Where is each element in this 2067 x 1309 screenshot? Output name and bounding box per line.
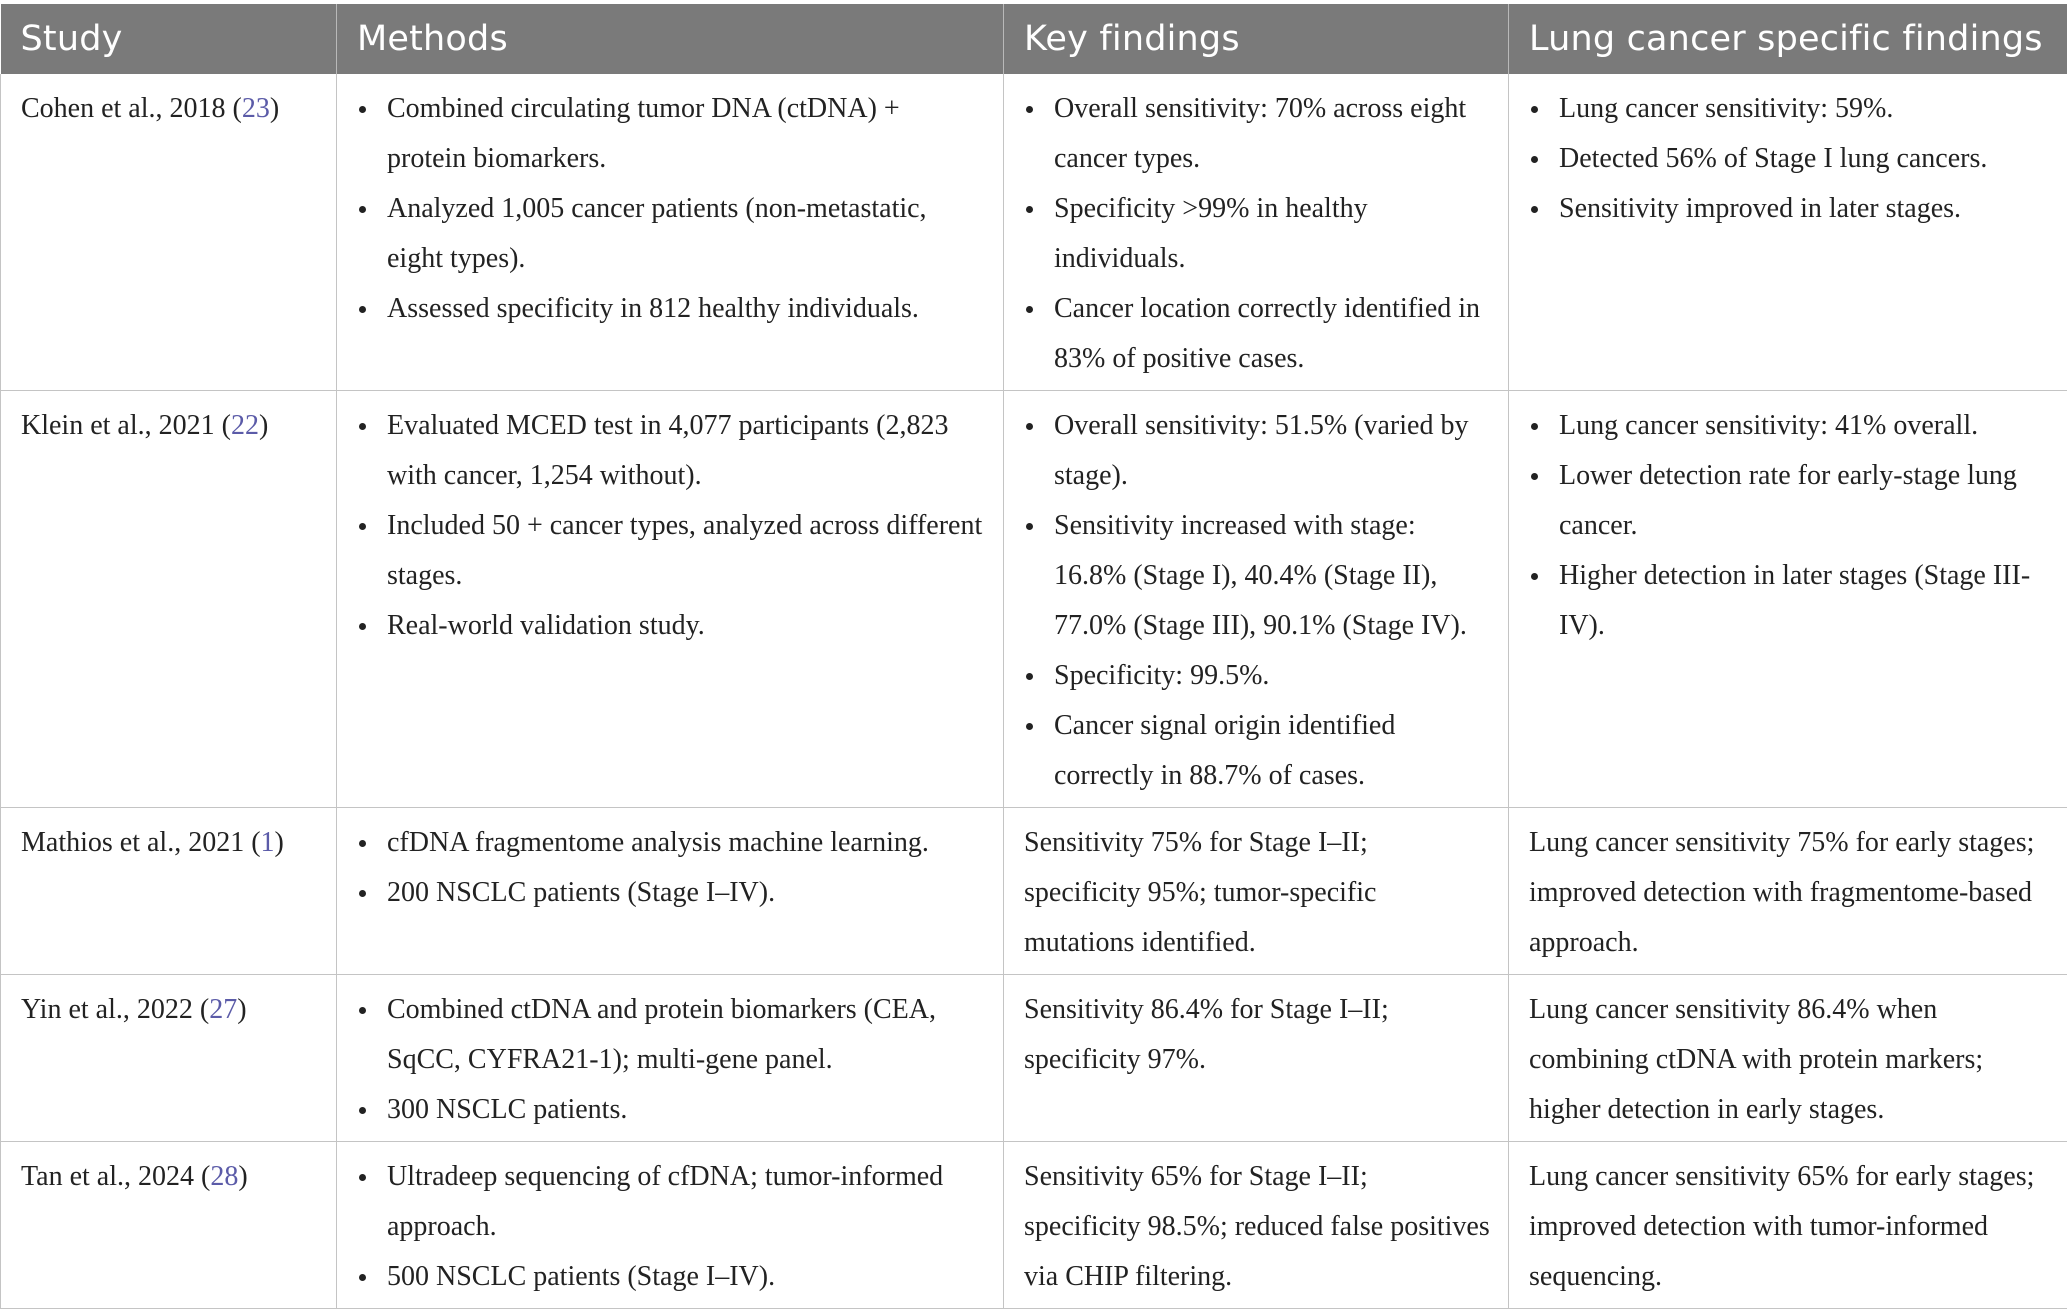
key-findings-cell: Sensitivity 75% for Stage I–II; specificity 95%; tumor-specific mutations identified. xyxy=(1004,808,1509,975)
list-item: Sensitivity improved in later stages. xyxy=(1529,184,2049,234)
lung-findings-cell xyxy=(1509,391,2067,808)
list-item: Lower detection rate for early-stage lung cancer. xyxy=(1529,451,2049,551)
methods-cell xyxy=(337,808,1004,975)
list-item: Evaluated MCED test in 4,077 participants (2,823 with cancer, 1,254 without). xyxy=(357,401,985,501)
list-item: 200 NSCLC patients (Stage I–IV). xyxy=(357,868,985,918)
key-findings-cell: Sensitivity 65% for Stage I–II; specificity 98.5%; reduced false positives via CHIP filtering. xyxy=(1004,1142,1509,1309)
list-item: cfDNA fragmentome analysis machine learning. xyxy=(357,818,985,868)
key-findings-cell xyxy=(1004,391,1509,808)
header-methods: Methods xyxy=(337,4,1004,74)
lung-findings-cell: Lung cancer sensitivity 65% for early stages; improved detection with tumor-informed sequencing. xyxy=(1509,1142,2067,1309)
study-cell: Klein et al., 2021 (22) xyxy=(1,391,337,808)
list-item: Ultradeep sequencing of cfDNA; tumor-informed approach. xyxy=(357,1152,985,1252)
table-row xyxy=(1,74,2067,391)
lung-findings-cell xyxy=(1509,74,2067,391)
lung-findings-cell: Lung cancer sensitivity 86.4% when combining ctDNA with protein markers; higher detection in early stages. xyxy=(1509,975,2067,1142)
study-name: Klein et al., 2021 xyxy=(21,410,215,441)
study-name: Tan et al., 2024 xyxy=(21,1161,194,1192)
list-item: Sensitivity increased with stage: 16.8% (Stage I), 40.4% (Stage II), 77.0% (Stage III), 90.1% (Stage IV). xyxy=(1024,501,1490,651)
key-findings-cell xyxy=(1004,74,1509,391)
study-cell: Mathios et al., 2021 (1) xyxy=(1,808,337,975)
study-cell: Yin et al., 2022 (27) xyxy=(1,975,337,1142)
header-study: Study xyxy=(1,4,337,74)
list-item: 500 NSCLC patients (Stage I–IV). xyxy=(357,1252,985,1302)
header-row xyxy=(1,4,2067,74)
list-item: Specificity >99% in healthy individuals. xyxy=(1024,184,1490,284)
methods-cell xyxy=(337,391,1004,808)
reference-link[interactable]: 1 xyxy=(261,827,275,858)
methods-cell xyxy=(337,1142,1004,1309)
methods-cell xyxy=(337,74,1004,391)
methods-cell xyxy=(337,975,1004,1142)
list-item: Real-world validation study. xyxy=(357,601,985,651)
list-item: Cancer signal origin identified correctly in 88.7% of cases. xyxy=(1024,701,1490,801)
header-lung-findings: Lung cancer specific findings xyxy=(1509,4,2067,74)
study-name: Cohen et al., 2018 xyxy=(21,93,226,124)
table-row xyxy=(1,808,2067,975)
table-row xyxy=(1,975,2067,1142)
list-item: Analyzed 1,005 cancer patients (non-metastatic, eight types). xyxy=(357,184,985,284)
reference-link[interactable]: 23 xyxy=(242,93,270,124)
reference-link[interactable]: 22 xyxy=(231,410,259,441)
key-findings-list xyxy=(1024,84,1490,384)
study-comparison-table xyxy=(0,4,2067,1309)
list-item: Overall sensitivity: 70% across eight cancer types. xyxy=(1024,84,1490,184)
methods-list xyxy=(357,401,985,651)
reference-link[interactable]: 27 xyxy=(209,994,237,1025)
methods-list xyxy=(357,818,985,918)
list-item: 300 NSCLC patients. xyxy=(357,1085,985,1135)
list-item: Overall sensitivity: 51.5% (varied by stage). xyxy=(1024,401,1490,501)
key-findings-list xyxy=(1024,401,1490,801)
list-item: Specificity: 99.5%. xyxy=(1024,651,1490,701)
list-item: Detected 56% of Stage I lung cancers. xyxy=(1529,134,2049,184)
reference-link[interactable]: 28 xyxy=(210,1161,238,1192)
list-item: Assessed specificity in 812 healthy individuals. xyxy=(357,284,985,334)
table-body xyxy=(1,74,2067,1309)
lung-findings-cell: Lung cancer sensitivity 75% for early stages; improved detection with fragmentome-based approach. xyxy=(1509,808,2067,975)
header-key-findings: Key findings xyxy=(1004,4,1509,74)
methods-list xyxy=(357,985,985,1135)
list-item: Higher detection in later stages (Stage III-IV). xyxy=(1529,551,2049,651)
study-name: Mathios et al., 2021 xyxy=(21,827,244,858)
list-item: Combined ctDNA and protein biomarkers (CEA, SqCC, CYFRA21-1); multi-gene panel. xyxy=(357,985,985,1085)
study-cell: Cohen et al., 2018 (23) xyxy=(1,74,337,391)
methods-list xyxy=(357,84,985,334)
list-item: Combined circulating tumor DNA (ctDNA) + protein biomarkers. xyxy=(357,84,985,184)
key-findings-cell: Sensitivity 86.4% for Stage I–II; specificity 97%. xyxy=(1004,975,1509,1142)
table-row xyxy=(1,391,2067,808)
study-cell: Tan et al., 2024 (28) xyxy=(1,1142,337,1309)
table-row xyxy=(1,1142,2067,1309)
list-item: Lung cancer sensitivity: 41% overall. xyxy=(1529,401,2049,451)
methods-list xyxy=(357,1152,985,1302)
lung-findings-list xyxy=(1529,84,2049,234)
lung-findings-list xyxy=(1529,401,2049,651)
list-item: Included 50 + cancer types, analyzed across different stages. xyxy=(357,501,985,601)
list-item: Lung cancer sensitivity: 59%. xyxy=(1529,84,2049,134)
table-header xyxy=(1,4,2067,74)
list-item: Cancer location correctly identified in 83% of positive cases. xyxy=(1024,284,1490,384)
study-name: Yin et al., 2022 xyxy=(21,994,193,1025)
